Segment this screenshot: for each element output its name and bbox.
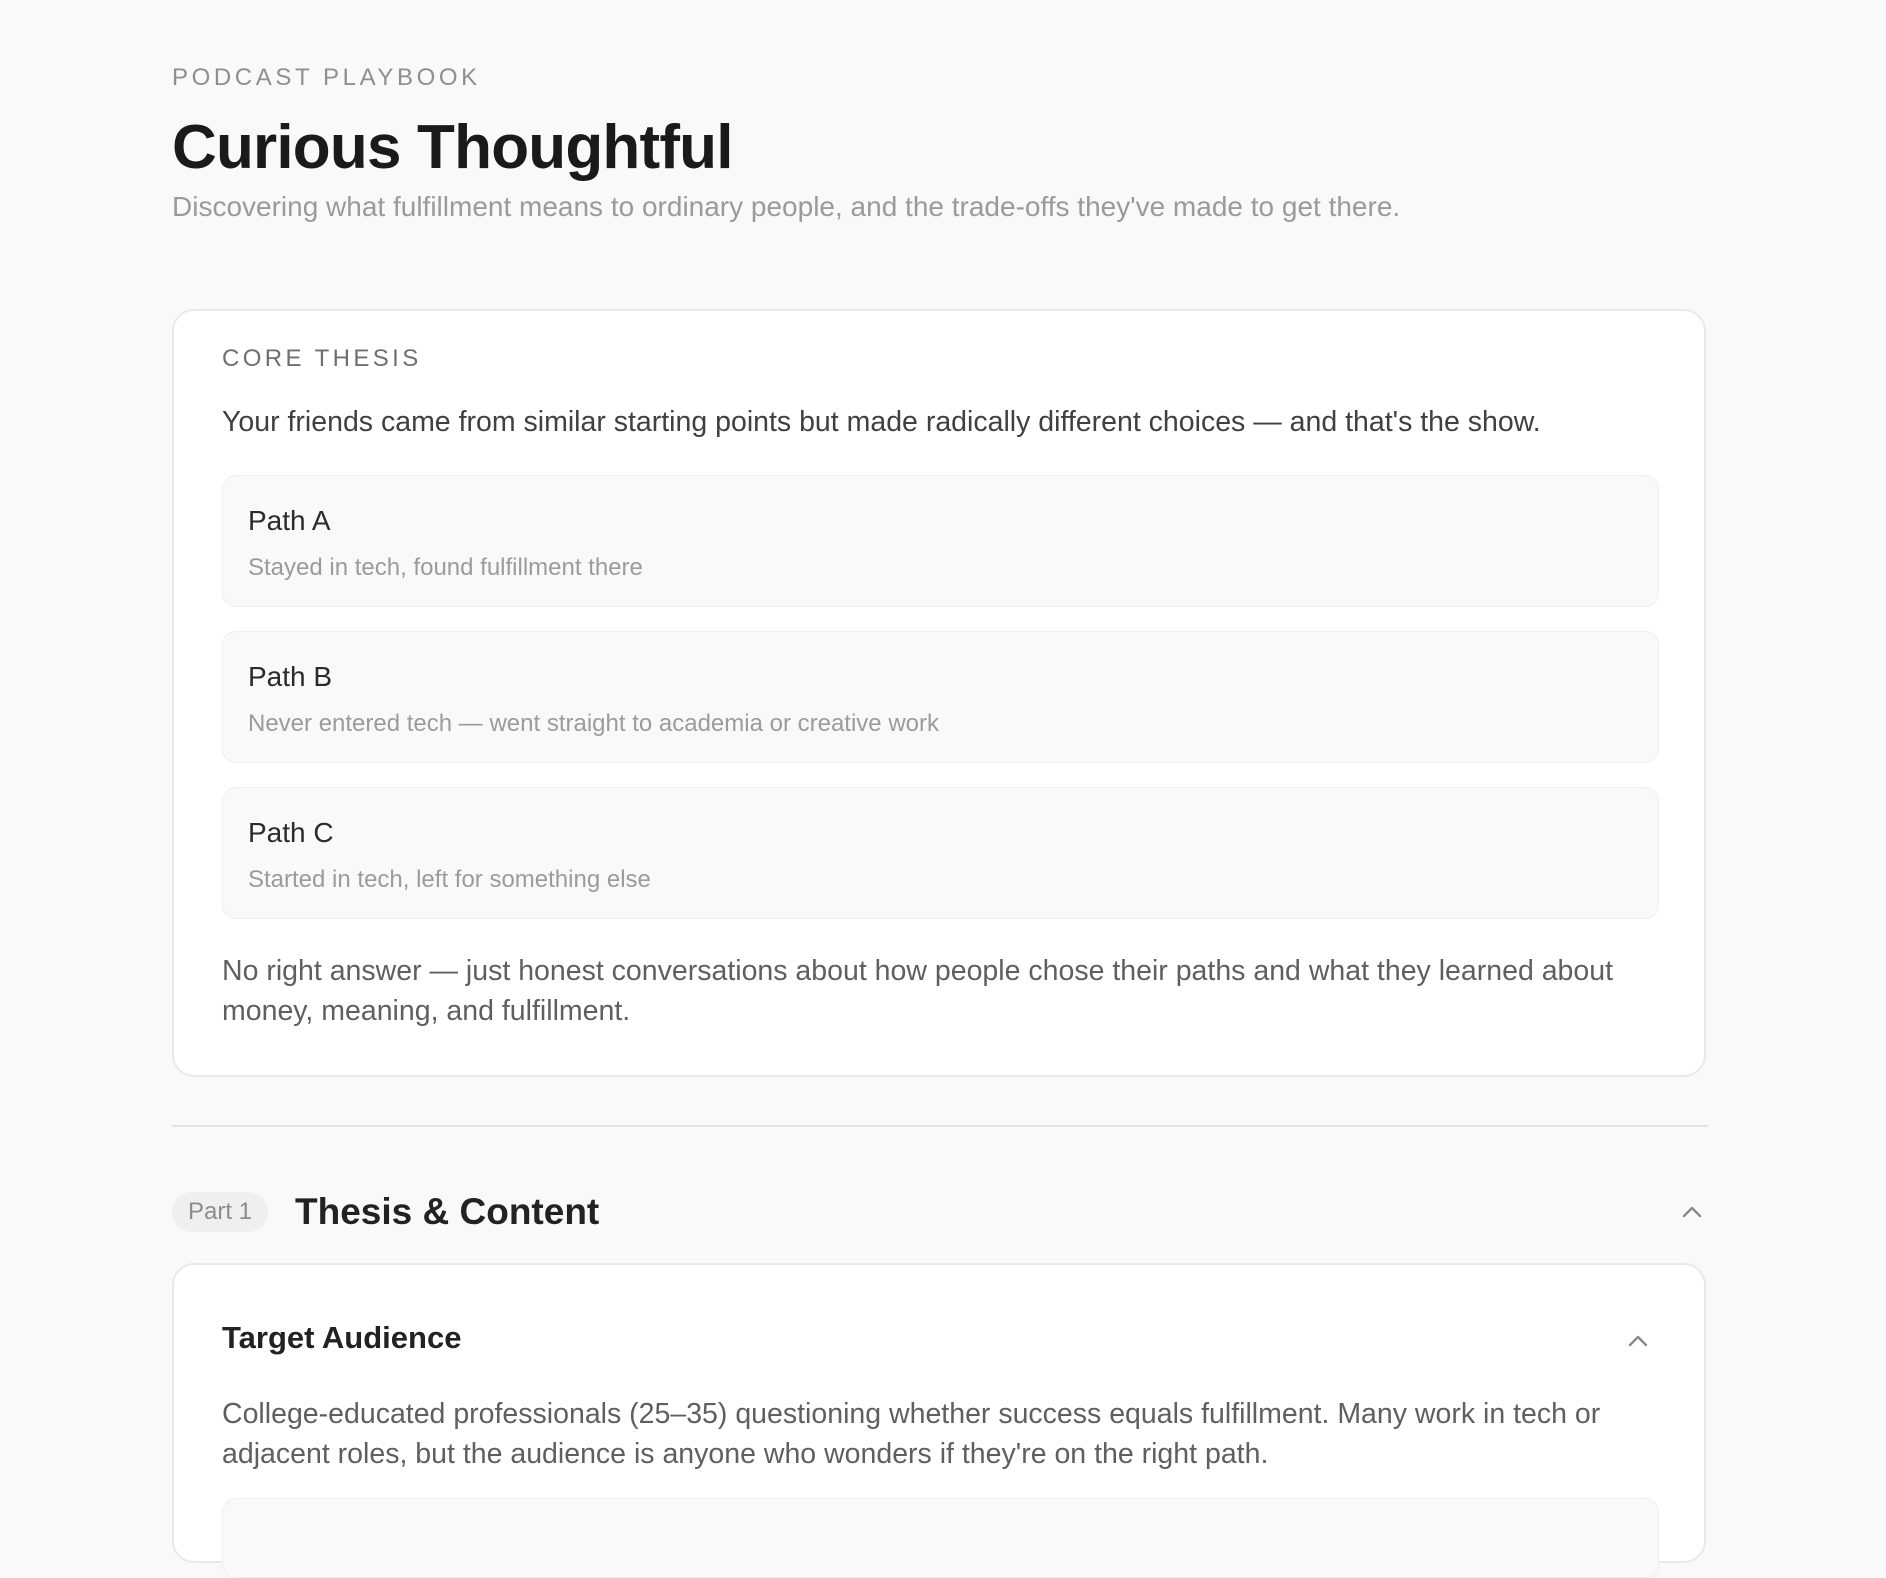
target-audience-body: College-educated professionals (25–35) questioning whether success equals fulfillment. Many work in tech or adjacent roles, but the audience is anyone who wonders if they're on the right path. [222, 1398, 1601, 1470]
section-divider [172, 1125, 1708, 1127]
path-title: Path B [248, 661, 333, 692]
audience-detail-box [222, 1498, 1659, 1578]
part-badge: Part 1 [172, 1192, 268, 1232]
path-title: Path C [248, 817, 334, 848]
path-description: Started in tech, left for something else [248, 866, 651, 893]
path-title: Path A [248, 505, 331, 536]
core-thesis-card [172, 309, 1706, 1077]
path-card-b [222, 631, 1659, 763]
path-card-a [222, 475, 1659, 607]
target-audience-card [172, 1263, 1706, 1563]
section-header-part-1[interactable] [172, 1184, 1708, 1240]
target-audience-title[interactable]: Target Audience [222, 1320, 462, 1355]
page-eyebrow: PODCAST PLAYBOOK [172, 64, 481, 91]
core-thesis-label: CORE THESIS [222, 345, 422, 372]
core-thesis-closing: No right answer — just honest conversations about how people chose their paths and what they learned about money, meaning, and fulfillment. [222, 955, 1614, 1027]
path-description: Stayed in tech, found fulfillment there [248, 554, 643, 581]
section-title: Thesis & Content [295, 1191, 600, 1232]
chevron-up-icon[interactable] [1626, 1329, 1650, 1353]
chevron-up-icon[interactable] [1680, 1200, 1704, 1224]
path-card-c [222, 787, 1659, 919]
path-description: Never entered tech — went straight to academia or creative work [248, 710, 939, 737]
page-subtitle: Discovering what fulfillment means to ordinary people, and the trade-offs they've made to get there. [172, 191, 1401, 222]
page-title: Curious Thoughtful [172, 113, 733, 182]
core-thesis-lead: Your friends came from similar starting points but made radically different choices — and that's the show. [222, 406, 1541, 438]
